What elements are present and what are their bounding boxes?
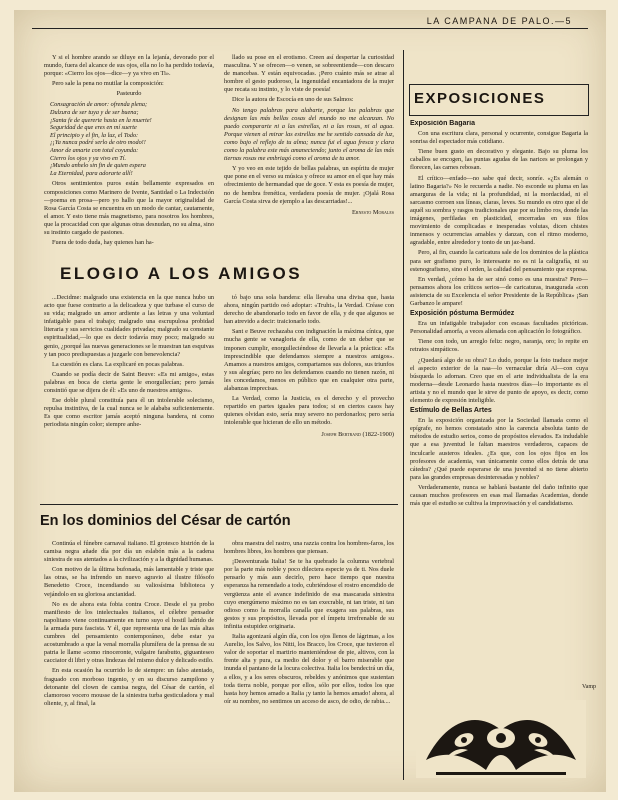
estimulo-heading: Estímulo de Bellas Artes (410, 407, 492, 415)
poem-line: La Eternidad, para adorarte allí! (50, 169, 133, 177)
column-1-paragraph: Y si el hombre arando se diluye en la lejanía, devorado por el mundo, fuera del alcance de sus ojos, ella no lo ha perdido todavía, porque: «Cierro los ojos—dice—y ya vivo en Ti». (44, 54, 214, 78)
running-title: LA CAMPANA DE PALO.—5 (426, 16, 572, 26)
poem-line: ¡Santa fe de quererte hasta en la muerte! (50, 116, 152, 124)
bagaria-paragraph: Tiene buen gusto en decorativo y elegante. Bajo su pluma los caballos se encogen, las puntas agudas de las narices se prolongan y florecen, las carnes rebosan. (410, 148, 588, 172)
bermudez-paragraph: ¿Quedará algo de su obra? Lo dudo, porque la foto traduce mejor el aspecto exterior de la naa—lo vernacular diría Al—con cuya búsqueda lo adornan. Creo que en el arte individualista de la era moderna—desde Leonardo hasta nuestros días—lo importante es el artista y no el mundo que le sirve de punto de apoyo, es decir, como elemento de expresión inteligible. (410, 356, 588, 404)
bermudez-paragraph: Tiene con todo, un arreglo feliz: negro, naranja, oro; lo repite en retratos simpáticos. (410, 338, 588, 354)
bagaria-paragraph: En verdad, ¿cómo ha de ser sinó como es una muestra? Pero—pensamos ahora los críticos serios—de caricaturas, inaugurada «con asistencia de su Excelencia el señor Presidente de la República» ¡San Garbanzo le ampare! (410, 275, 588, 307)
elogio-left-column (44, 294, 214, 500)
column-1-paragraph: Otros sentimientos puros están bellamente expresados en composiciones como Marinero de Ivente, Santidad o La Indecisión—poema en prosa—pero yo hallo que la mayor originalidad de Rosa García Costa se encuentra en un modo de cantar, cautamente, el amor. Y esto tiene más magnetismo, para nosotros los hombres, que la procacidad con que algunas otras desnudan, no su alma, sino su instinto cargado de pasiones. (44, 180, 214, 236)
column-2-paragraph: Y yo veo en este tejido de bellas palabras, un espíritu de mujer que pone en el verso su música y ofrece su amor en el que hay más ofrecimiento de hermandad que de goce. Y esta es poesía de mujer, no de hembra frenética, verdadera poesía de mujer. ¡Ojalá Rosa García Costa sirva de ejemplo a las descarriadas!... (224, 165, 394, 205)
bagaria-paragraph: Con una escritura clara, personal y ocurrente, consigue Bagaria la sonrisa del espectador más cotidiano. (410, 130, 588, 146)
column-divider (403, 50, 404, 780)
column-1-paragraph: Fuera de todo duda, hay quienes han ha- (52, 239, 154, 247)
dominios-paragraph: ¡Desventurada Italia! Se te ha quebrado la columna vertebral por la parte más noble y poco dilectera especie ya de ti. Nos duele pensarlo y más aun decirlo, pero hace tiempo que nuestra esperanza ha remendado a todo, cubriéndose el rostro encendido de vergüenza ante el avance indefinido de esa mascarada siniestra cuyo energúmeno máximo no es tan execrable, ni tan triste, ni tan odioso como la morralla canalla que exagera sus palabras, sus gestos y sus propósitos, llevada por el ímpetu irrefrenable de su infinita estupidez originaria. (224, 558, 394, 630)
poem-line: Consagración de amor: ofrenda plena; (50, 101, 148, 109)
elogio-paragraph: ...Decidme: malgrado una existencia en la que nunca hubo un acto que fuese contrario a la delicadeza y que turbase el curso de su vida; malgrado un amor ardiente a las letras y una voluntad infatigable para el trabajo; malgrado una escrupulosa probidad literaria y sus servicios cualidades privadas; malgrado su constante espiritualidad,—lo que es decir todavía muy poco; malgrado su genio, ¿porqué las nuevas generaciones se le muestran tan esquivas y tan poco predispuestas a juzgarle con benevolencia? (44, 294, 214, 358)
signature-morales: Ernesto Morales (351, 208, 394, 216)
elogio-right-column (224, 294, 394, 500)
estimulo-paragraph: En la exposición organizada por la Sociedad llamada como el epígrafe, no hemos constatado sino la carencia absoluta tanto de métodos de estudio serios, como de propósitos elevados. Es indudable que a esa juventud le faltan maestros verdaderos, capaces de inculcarle austeros ideales. ¿Es que, con los ojos fijos en los profesores de academia, van únicamente como ellos detrás de una cátedra? ¿Qué puede esperarse de una juventud si no tiene abierto para las grandes empresas desinteresadas y nobles? (410, 417, 588, 481)
poem-line: Cierro los ojos y ya vivo en Tí. (50, 154, 127, 162)
column-2-paragraph: Dice la autora de Escocía en uno de sus Salmos: (232, 96, 354, 104)
estimulo-paragraph: Verdaderamente, nunca se hablará bastante del daño infinito que causan muchos profesores en esas mal llamadas Academias, donde más que el estudio se cultiva la improvisación y el candidatismo. (410, 483, 588, 508)
dominios-paragraph: obra maestra del rastro, una razzia contra los hombres-faros, los hombres libres, los hombres que piensan. (224, 540, 394, 556)
bermudez-paragraph: Era un infatigable trabajador con escasas facultades pictóricas. Personalidad amorfa, a veces alienada con aplicación lo fotográfico. (410, 320, 588, 336)
dominios-right-column (224, 540, 394, 780)
dominios-title: En los dominios del César de cartón (40, 513, 291, 529)
dominios-paragraph: En esta ocasión ha ocurrido lo de siempre: un falso atentado, fraguado con morboso ingenio, y en su discurso zampilono y detonante del clown de camisa negra, del César de cartón, el clamoroso vocero mousse de la siniestra turba gesticuladora y mal oliente, y, al final, la (44, 667, 214, 707)
poem-line: ¡Mundo anhelo sin fin de quien espera (50, 162, 146, 170)
elogio-title: ELOGIO A LOS AMIGOS (60, 264, 303, 283)
column-1-paragraph: Pero sale la pena no mutilar la composición: (52, 80, 164, 88)
bermudez-heading: Exposición póstuma Bermúdez (410, 310, 515, 318)
poem-line: Amor de amarte con total coyunda: (50, 147, 139, 155)
quoted-psalm: No tengo palabras para alabarte, porque las palabras que designan las más bellas cosas del mundo no me alcanzan. No puedo compararte ni a las estrellas, ni a las rosas, ni al agua. Porque vienen al mirar las estrellas me he sentido cansada de luz, como bajo el reflejo de tu alma; nunca fui el agua fresca y clara como la palabra este más amaneciendo; junto el aroma de las más tiernas rosas me embriagó como el aroma de tu amor. (224, 106, 394, 163)
elogio-paragraph: La cuestión es clara. La explicaré en pocas palabras. (52, 360, 184, 368)
column-2 (224, 54, 394, 256)
signature-vamp: Vamp (582, 684, 596, 690)
bagaria-paragraph: Pero, al fin, cuando la caricatura sale de los dominios de la plástica para ser grafismo puro, lo interesante no es ni la caligrafía, ni su estenografismo, sino el orden, la calidad del pensamiento que expresa. (410, 249, 588, 273)
column-2-paragraph: llado su pose en el erotismo. Creen así despertar la curiosidad masculina. Y se ofrecen—o venen, se sobreentiende—con descaro de mancebas. Y están equivocadas. ¡Pero cuánto más se atrae al hombre el gesto pudoroso, la ingenuidad encantadora de la mujer que recata su instinto, y lo viste de poesía! (224, 54, 394, 94)
dominios-paragraph: Continúa el fúnebre carnaval italiano. El grotesco histrión de la camisa negra añade día por día un eslabón más a la cadena siniestra de sus atentados a la civilización y a la dignidad humanas. (44, 540, 214, 564)
dominios-paragraph: Italia agonizará algún día, con los ojos llenos de lágrimas, a los Aurelio, los Salvo, los Nitti, los Bracco, los Croce, que tuvieron el valor de soportar el martirio manteniéndose de pie, altivos, con la frente alta y pura, ca medio del dolor y el barro miserable que inunda el pantano de la locura colectiva. Italia los bendecirá un día, a ellos, y a los seres obscuros, rebeldes y anónimos que sustentan toda tierra noble, porque por ellos, sólo por ellos, todos los que hasta hoy hemos amado a Italia ¡y tanto la hemos amado! ahora, al oír su nombre, no sentimos un acceso de asco, de odio, de rabia.... (224, 633, 394, 705)
page-header (14, 10, 606, 30)
section-divider (40, 504, 398, 505)
elogio-paragraph: Cuando se podía decir de Saint Beuve: «Es mi amigo», estas palabras en boca de cierta gente le enorgullecían; pero jamás consintió que se dijera de él: «Es uno de nuestros amigos». (44, 370, 214, 395)
header-rule (32, 28, 588, 29)
dominios-paragraph: Con motivo de la última bufonada, más lamentable y triste que las otras, se ha infrendo un nuevo agravio al ilustre filósofo Benedetto Croce, incendiando su valiosísima biblioteca y vejándolo en su gloriosa ancianidad. (44, 566, 214, 598)
dominios-paragraph: No es de ahora esta fobia contra Croce. Desde el ya probo manifiesto de los intelectuales italianos, el célebre pensador napolitano viene continuamente en turno suyo el hostil ladrido de la armada pura fascista. Y él, que representa una de las más altas cumbres del pensamiento contemporáneo, debe estar ya acostumbrado a que la venal morralla plumífera de la prensa de su patria le llame «como rinoceronte, vulgaire farabutto, giguanteseo cacciator di libri y otras lindezas del mismo dulce y delicado estilo. (44, 600, 214, 665)
poem-line: Dulzura de ser tuya y de ser buena; (50, 109, 139, 117)
elogio-paragraph: Sant e Beuve rechazaba con indignación la máxima cínica, que mucha gente se vanagloria de ella, como de un deber que se imponen cumplir, enorgulleciéndose de llevarla a la práctica: «Es imprescindible que defendamos siempre a nuestros amigos». Amamos a nuestros amigos, compartamos sus dolores, sus triunfos y sus alegrías; pero no les defendamos cuando no tienen razón, ni les concedamos, menos en público que en cualquier otra parte, alabanzas imprecisas. (224, 328, 394, 393)
elogio-paragraph: Ese doble plural constituía para él un intolerable solecismo, repulsa instintiva, de la cual nunca se le alababa suficientemente. Es que como escritor jamás aceptó ninguna bandera, ni como periodista ningún color; siempre anhe- (44, 397, 214, 429)
poem-caption: Pasteurdo (116, 90, 142, 98)
exposiciones-column (410, 120, 588, 682)
exposiciones-title: EXPOSICIONES (414, 90, 546, 107)
elogio-paragraph: La Verdad, como la Justicia, es el derecho y el provecho repartido en partes iguales para todos; si en ciertos casos hay quienes olvidan esto, sería muy severo no perdonarlos; pero sería intolerable que hicieran de ello un método. (224, 395, 394, 427)
floral-ornament (416, 700, 586, 778)
poem-line: El principio y el fin, la luz, el Todo: (50, 131, 139, 139)
bagaria-paragraph: El crítico—enfado—no sabe qué decir, sonríe. «¿Es alemán o latino Bagaria?» No le recuerda a nadie. No esconde su pluma en las amarguras de la vida; ni la profundidad, ni la mordacidad, ni el sarcasmo corroen sus líneas, claras, leves. Su mundo es otro que el de aquél su sombra y rasgos tradicionales que por su limbo ros, donde las imágenes, perfiladas en plasticidad, encerradas en sus filos movimiento de complicadas e inesperadas volutas, dicen chistes inmensos y ocurrencias amables y danzan, con el ritmo moderno, agradable, entre alrededor y tonto de un jaz-band. (410, 174, 588, 247)
dominios-left-column (44, 540, 214, 780)
column-1 (44, 54, 214, 256)
poem (50, 101, 214, 177)
magazine-page (14, 10, 606, 792)
elogio-paragraph: tó bajo una sola bandera: ella llevaba una divisa que, hasta ahora, ningún partido osó adoptar: «Truht», la Verdad. Créase con derecho de abandonarlo todo en favor de ella, y de que algunos se han atrevido a decir: traicionarlo todo. (224, 294, 394, 326)
signature-bertrand: Joseph Bertrand (1822-1900) (321, 430, 394, 438)
poem-line: ¡¡Ya nunca podré serlo de otro modo!! (50, 139, 146, 147)
poem-line: Seguridad de que eres en mí suerte (50, 124, 137, 132)
bagaria-heading: Exposición Bagaria (410, 120, 475, 127)
